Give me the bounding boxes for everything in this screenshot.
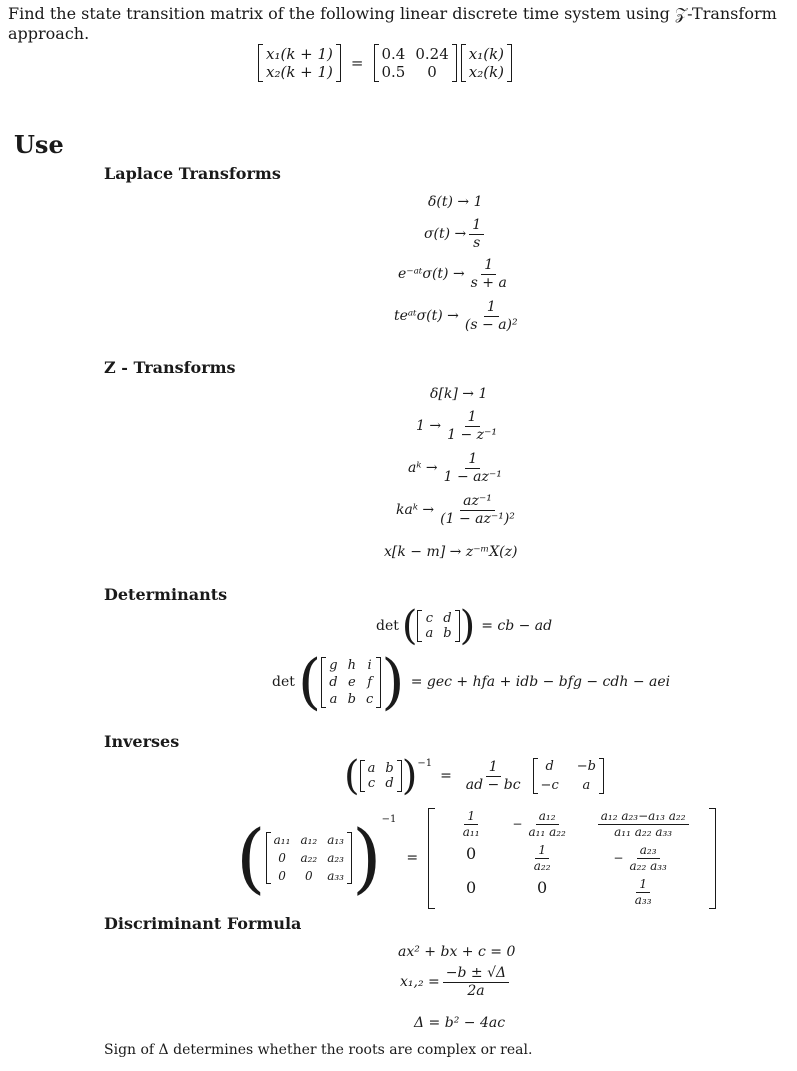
laplace-step-num: 1	[469, 218, 484, 235]
a22: 0	[427, 63, 437, 81]
d3-h: h	[347, 657, 356, 673]
equals-sign: =	[350, 54, 364, 72]
discriminant-note: Sign of Δ determines whether the roots are complex or real.	[104, 1042, 533, 1058]
laplace-texp-num: 1	[484, 300, 499, 317]
quadratic-equation: ax² + bx + c = 0	[398, 944, 516, 960]
r3-23n: a₂₃	[637, 844, 660, 859]
roots-num: −b ± √Δ	[443, 966, 509, 983]
d3-d: d	[329, 674, 338, 690]
inv-scalar-num: 1	[486, 760, 501, 777]
d2-d: d	[443, 611, 452, 626]
i2r-mc: −c	[540, 778, 559, 793]
d3-b: b	[347, 691, 356, 707]
i3-a11: a₁₁	[273, 833, 291, 848]
r3-13n: a₁₂ a₂₃−a₁₃ a₂₂	[598, 810, 689, 825]
r3-12minus: −	[512, 817, 523, 832]
lhs-vector	[258, 44, 341, 82]
problem-statement: Find the state transition matrix of the following linear discrete time system using 𝒵-Transform approach.	[8, 4, 777, 43]
z-kexp	[396, 494, 521, 526]
inverse-exp-2: −1	[417, 758, 433, 769]
r3-31: 0	[466, 878, 477, 898]
d2-a: a	[425, 626, 434, 641]
inverse-eq-3: =	[406, 850, 419, 867]
laplace-texp-den: (s − a)²	[464, 316, 518, 333]
det-label-2: det	[376, 618, 399, 634]
i3-0c: 0	[305, 869, 313, 884]
r3-12n: a₁₂	[536, 810, 559, 825]
det-2x2-result: = cb − ad	[481, 618, 553, 634]
rhs-x2: x₂(k)	[468, 63, 505, 81]
det-2x2: det ( c d a b ) = cb − ad	[376, 603, 553, 649]
z-exp-num: 1	[465, 452, 480, 469]
i3-0a: 0	[278, 851, 286, 866]
i3-a13: a₁₃	[327, 833, 344, 848]
inv-scalar-den: ad − bc	[465, 776, 521, 793]
i3-0b: 0	[278, 869, 286, 884]
r3-11n: 1	[464, 810, 478, 825]
d3-a: a	[329, 691, 338, 707]
rhs-vector	[461, 44, 512, 82]
i2r-d: d	[545, 759, 554, 774]
i2r-a: a	[582, 778, 591, 793]
z-step-den: 1 − z⁻¹	[447, 426, 498, 443]
z-exp-den: 1 − az⁻¹	[443, 468, 502, 485]
r3-22d: a₂₂	[533, 858, 551, 873]
d2-c: c	[425, 611, 433, 626]
r3-33n: 1	[636, 878, 650, 893]
z-step-lhs: 1 →	[416, 418, 442, 435]
lhs-x2: x₂(k + 1)	[266, 63, 333, 81]
laplace-delta: δ(t) → 1	[428, 194, 483, 210]
laplace-exp-den: s + a	[470, 274, 507, 291]
rhs-x1: x₁(k)	[468, 45, 505, 63]
z-exp-lhs: aᵏ →	[408, 460, 438, 477]
use-heading: Use	[14, 130, 64, 159]
a11: 0.4	[381, 45, 406, 63]
d3-g: g	[329, 657, 338, 673]
z-kexp-lhs: kaᵏ →	[396, 502, 435, 519]
inverse-3x3: ( a₁₁ a₁₂ a₁₃ 0 a₂₂ a₂₃ 0 0 a₃₃ ) $^{-1}$ = $\frac{1}{\text{a₁₁}}$ − $\frac{\text{a₁₂}}{\text{a₁₁ a₂₂}}$ $\frac{\text{a₁₂ a₂₃−a₁₃ a₂₂}}{\text{a₁₁ a₂₂ a₃₃}}$ 0 $\frac{1}{\text{a₂₂}}$ − $\frac{\text{a₂₃}}{\text{a₂₂ a₃₃}}$ 0 0 $\frac{1}{\text{a₃₃}}$	[236, 808, 716, 909]
a12: 0.24	[415, 45, 449, 63]
laplace-exp	[398, 258, 513, 290]
laplace-exp-num: 1	[481, 258, 496, 275]
r3-22n: 1	[535, 844, 549, 859]
i3-a23: a₂₃	[327, 851, 344, 866]
roots-formula	[400, 966, 512, 998]
inverses-heading: Inverses	[104, 732, 180, 751]
d3-f: f	[367, 674, 373, 690]
roots-lhs: x₁,₂ =	[400, 974, 440, 991]
det-3x3: det ( g h i d e f a b c ) = gec + hfa + idb − bfg − cdh − aei	[272, 647, 671, 717]
z-step	[416, 410, 503, 442]
inverse-2x2: ( a b c d ) $^{-1}$ = $\frac{1}{ad - bc}$ d −b −c a	[344, 756, 604, 796]
r3-33d: a₃₃	[634, 892, 652, 907]
i2-c: c	[367, 776, 376, 791]
z-delta: δ[k] → 1	[430, 386, 488, 402]
laplace-texp-lhs: teᵃᵗσ(t) →	[394, 308, 459, 325]
laplace-exp-lhs: e⁻ᵃᵗσ(t) →	[398, 266, 465, 283]
i3-a33: a₃₃	[327, 869, 344, 884]
i2r-mb: −b	[576, 759, 596, 774]
i3-a22: a₂₂	[300, 851, 318, 866]
d2-b: b	[443, 626, 452, 641]
ztrans-heading: Z - Transforms	[104, 358, 236, 377]
r3-11d: a₁₁	[462, 824, 480, 839]
r3-21: 0	[466, 844, 477, 864]
a-matrix	[374, 44, 457, 82]
inverse-eq-2: =	[440, 768, 452, 784]
determinants-heading: Determinants	[104, 585, 228, 604]
r3-13d: a₁₁ a₂₂ a₃₃	[614, 824, 673, 839]
r3-12d: a₁₁ a₂₂	[528, 824, 566, 839]
det-3x3-result: = gec + hfa + idb − bfg − cdh − aei	[410, 674, 671, 690]
i3-a12: a₁₂	[300, 833, 318, 848]
discriminant-heading: Discriminant Formula	[104, 914, 302, 933]
roots-den: 2a	[467, 982, 485, 999]
z-kexp-num: az⁻¹	[460, 494, 495, 511]
laplace-step-den: s	[473, 234, 481, 251]
i2-d: d	[385, 776, 394, 791]
d3-c: c	[366, 691, 374, 707]
laplace-heading: Laplace Transforms	[104, 164, 281, 183]
system-equation	[258, 44, 512, 82]
det-label-3: det	[272, 674, 295, 690]
r3-23minus: −	[613, 851, 624, 866]
inverse-exp-3: −1	[381, 814, 397, 825]
r3-23d: a₂₂ a₃₃	[629, 858, 667, 873]
laplace-texp	[394, 300, 524, 332]
z-exp	[408, 452, 508, 484]
lhs-x1: x₁(k + 1)	[266, 45, 333, 63]
d3-i: i	[367, 657, 372, 673]
d3-e: e	[347, 674, 356, 690]
laplace-step-lhs: σ(t) →	[424, 226, 467, 243]
delta-formula: Δ = b² − 4ac	[414, 1015, 506, 1031]
laplace-step	[424, 218, 487, 250]
z-kexp-den: (1 − az⁻¹)²	[440, 510, 515, 527]
r3-32: 0	[537, 878, 548, 898]
i2-a: a	[367, 761, 376, 776]
i2-b: b	[385, 761, 394, 776]
z-step-num: 1	[465, 410, 480, 427]
a21: 0.5	[381, 63, 406, 81]
z-shift: x[k − m] → z⁻ᵐX(z)	[384, 544, 518, 560]
